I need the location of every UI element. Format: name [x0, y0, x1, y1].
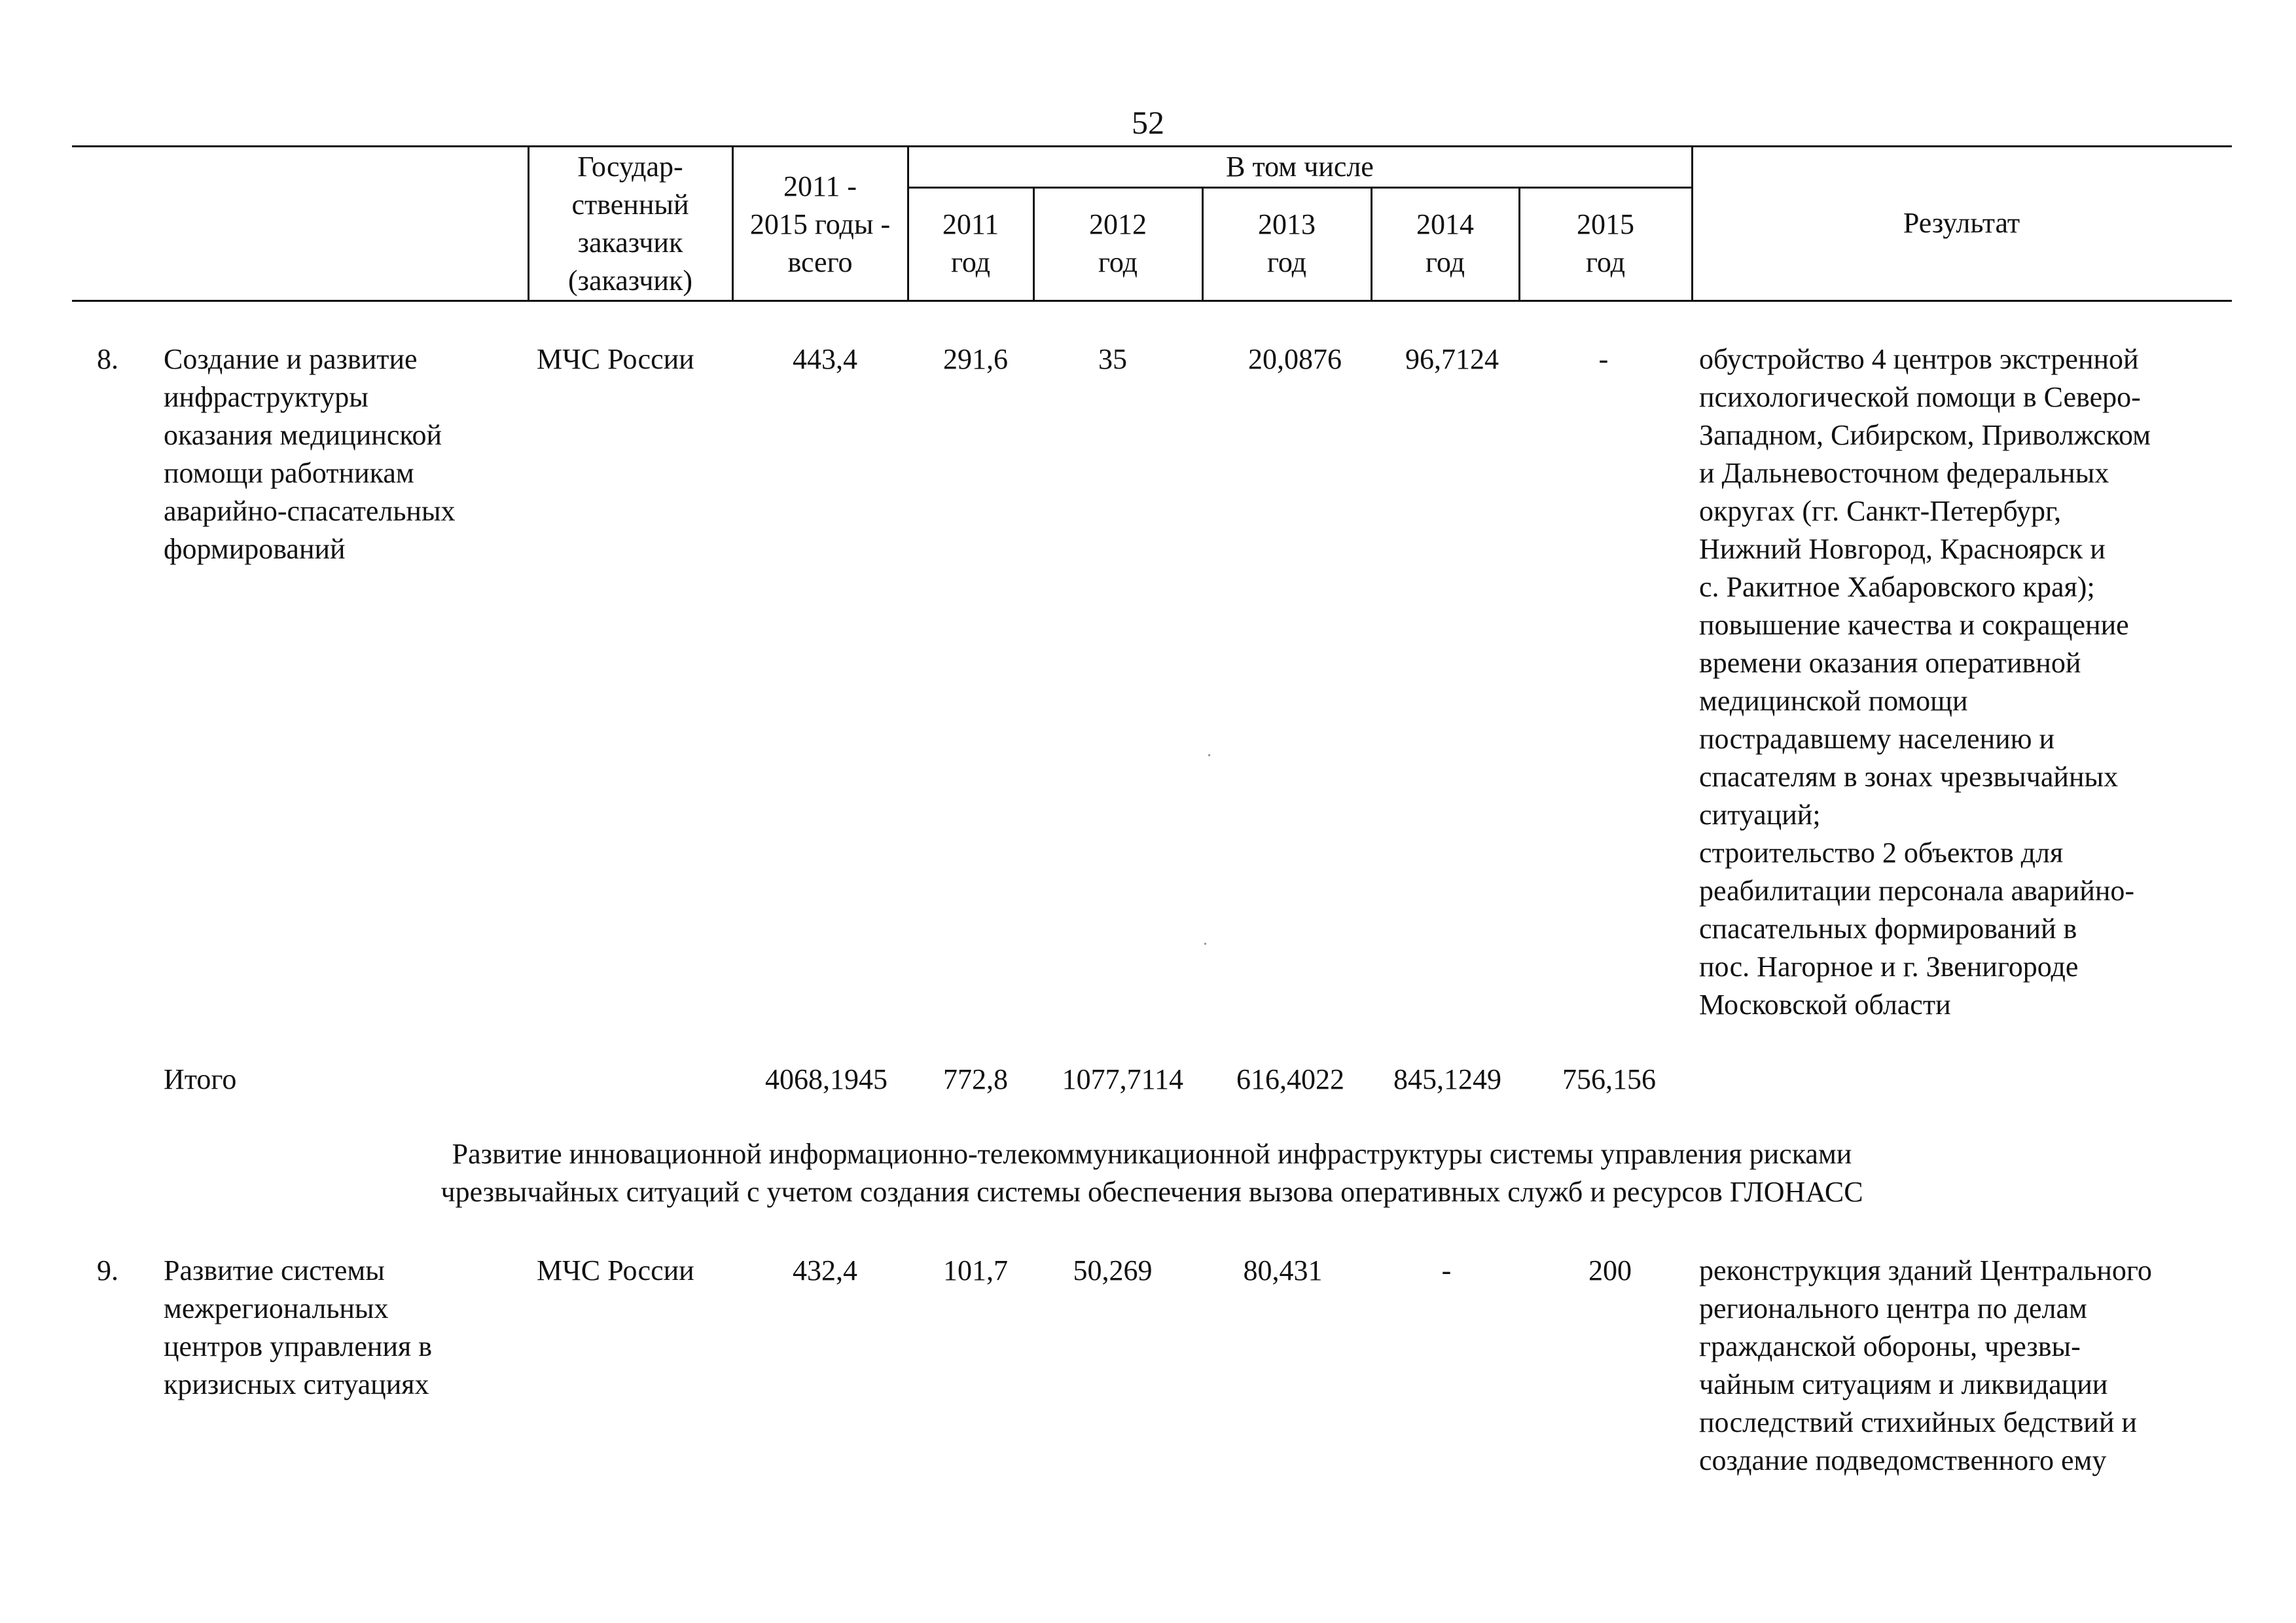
itogo-label: Итого: [164, 1063, 237, 1095]
itogo-2012: 1077,7114: [1062, 1063, 1183, 1095]
header-customer: Государ- ственный заказчик (заказчик): [567, 151, 692, 297]
row8-result: обустройство 4 центров экстренной психологической помощи в Северо- Западном, Сибирском, Приволжском и Дальневосточном федеральных округах (гг. Санкт-Петербург, Нижний Новгород, Красноярск и с. Ракитное Хабаровского края); повышение качества и сокращение времени оказания оперативной медицинской помощи пострадавшему населению и спасателям в зонах чрезвычайных ситуаций; строительство 2 объектов для реабилитации персонала аварийно- спасательных формирований в пос. Нагорное и г. Звенигороде Московской области: [1699, 343, 2151, 1021]
row9-name: Развитие системы межрегиональных центров управления в кризисных ситуациях: [164, 1254, 433, 1400]
header-result: Результат: [1903, 207, 2020, 239]
header-year-2011: 2011 год: [942, 208, 999, 278]
itogo-2015: 756,156: [1562, 1063, 1656, 1095]
row8-number: 8.: [97, 343, 118, 375]
header-year-2015: 2015 год: [1577, 208, 1634, 278]
row8-total: 443,4: [793, 343, 857, 375]
header-year-2012: 2012 год: [1089, 208, 1147, 278]
row9-2013: 80,431: [1243, 1254, 1323, 1286]
header-total: 2011 - 2015 годы - всего: [749, 170, 891, 278]
row8-2013: 20,0876: [1248, 343, 1342, 375]
header-year-2014: 2014 год: [1416, 208, 1474, 278]
row9-2012: 50,269: [1073, 1254, 1153, 1286]
row9-2015: 200: [1588, 1254, 1632, 1286]
section-heading: Развитие инновационной информационно-телекоммуникационной инфраструктуры системы управления рисками чрезвычайных ситуаций с учетом создания системы обеспечения вызова оперативных служб и ресурсов ГЛОНАСС: [440, 1138, 1863, 1208]
header-bottom-rule: [72, 300, 2232, 302]
row9-number: 9.: [97, 1254, 118, 1286]
itogo-2014: 845,1249: [1393, 1063, 1501, 1095]
scan-speck: [1204, 943, 1206, 945]
row9-2011: 101,7: [943, 1254, 1008, 1286]
row8-2012: 35: [1098, 343, 1127, 375]
row9-total: 432,4: [793, 1254, 857, 1286]
header-year-2013: 2013 год: [1258, 208, 1316, 278]
itogo-2011: 772,8: [943, 1063, 1008, 1095]
header-including: В том числе: [1226, 151, 1374, 183]
itogo-total: 4068,1945: [765, 1063, 888, 1095]
row9-result: реконструкция зданий Центрального регионального центра по делам гражданской обороны, чрезвы- чайным ситуациям и ликвидации последствий стихийных бедствий и создание подведомственного ему: [1699, 1254, 2152, 1476]
row8-2014: 96,7124: [1405, 343, 1499, 375]
row8-name: Создание и развитие инфраструктуры оказания медицинской помощи работникам аварийно-спасательных формирований: [164, 343, 456, 565]
header-top-rule: [72, 145, 2232, 147]
page-number: 52: [1132, 104, 1164, 141]
including-rule: [907, 187, 1693, 189]
scan-speck: [1208, 754, 1210, 756]
row9-2014: -: [1441, 1254, 1452, 1286]
itogo-2013: 616,4022: [1236, 1063, 1344, 1095]
row9-customer: МЧС России: [537, 1254, 694, 1286]
row8-2011: 291,6: [943, 343, 1008, 375]
row8-customer: МЧС России: [537, 343, 694, 375]
row8-2015: -: [1598, 343, 1609, 375]
